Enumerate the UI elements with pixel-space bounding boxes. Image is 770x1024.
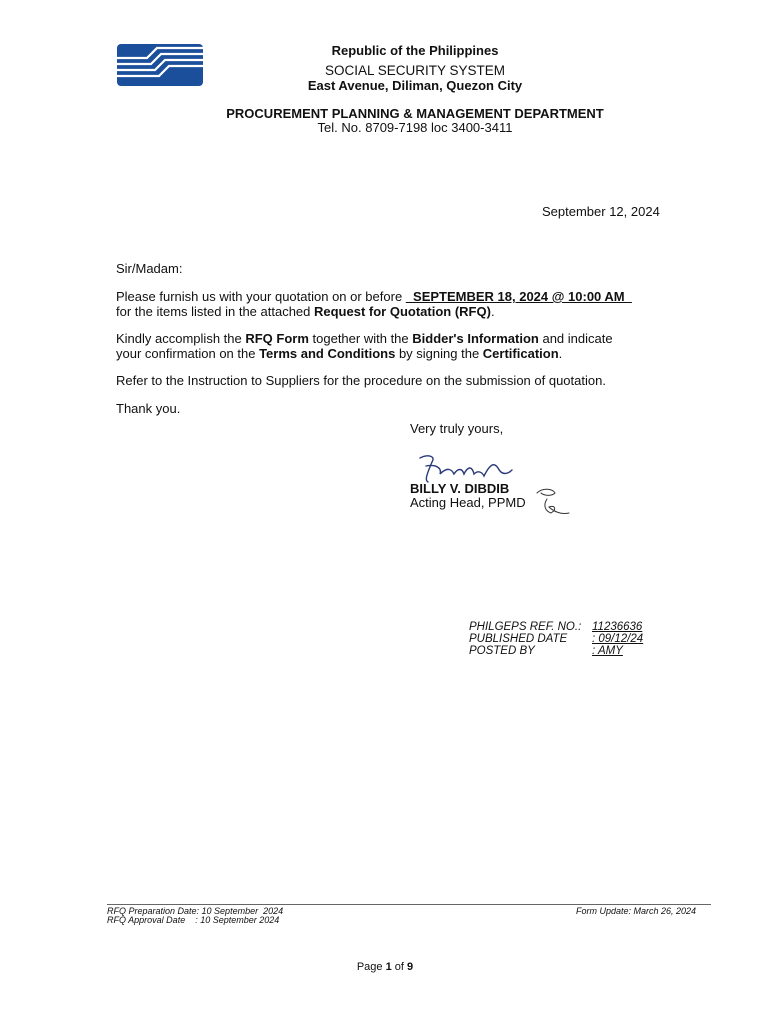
page-total: 9 [407,961,414,973]
header-address: East Avenue, Diliman, Quezon City [307,78,523,93]
ref-row-published [469,633,643,645]
deadline: SEPTEMBER 18, 2024 @ 10:00 AM [405,289,632,304]
para2-text3: and indicate [538,331,613,346]
initials-image [533,485,575,521]
thank-you: Thank you. [116,401,181,416]
ref-row-philgeps [469,621,643,633]
rfq-approval-date: RFQ Approval Date : 10 September 2024 [107,915,280,925]
para1-text2: for the items listed in the attached [116,304,314,319]
signatory-name: BILLY V. DIBDIB [410,481,510,496]
page-current: 1 [385,961,392,973]
rfq-form-ref: RFQ Form [245,331,309,346]
header-department: PROCUREMENT PLANNING & MANAGEMENT DEPARTMENT [226,106,604,121]
para1-period: . [490,304,495,319]
para2-text5: by signing the [395,346,483,361]
letter-date: September 12, 2024 [542,204,660,219]
bidder-info-ref: Bidder's Information [412,331,539,346]
page-of: of [391,961,408,973]
salutation: Sir/Madam: [116,261,183,276]
closing: Very truly yours, [410,421,504,436]
page-prefix: Page [356,961,386,973]
paragraph-deadline [116,289,726,319]
header-telephone: Tel. No. 8709-7198 loc 3400-3411 [317,120,513,135]
header-agency: SOCIAL SECURITY SYSTEM [324,63,506,78]
para2-period: . [558,346,563,361]
reference-table [469,621,643,657]
footer-divider [107,904,711,905]
paragraph-refer: Refer to the Instruction to Suppliers for the procedure on the submission of quotation. [116,373,606,388]
ref-label: PUBLISHED DATE [469,633,568,645]
signatory-title: Acting Head, PPMD [410,495,526,510]
para2-text2: together with the [308,331,413,346]
ref-value: 11236636 [592,621,643,633]
ref-value: : 09/12/24 [592,633,644,645]
form-update: Form Update: March 26, 2024 [576,906,697,916]
rfq-reference: Request for Quotation (RFQ) [314,304,491,319]
ref-label: POSTED BY [469,645,535,657]
ref-row-posted [469,645,643,657]
ref-value: : AMY [592,645,623,657]
paragraph-instructions [116,331,716,361]
header-republic: Republic of the Philippines [331,43,499,58]
terms-ref: Terms and Conditions [259,346,396,361]
rfq-prep-date: RFQ Preparation Date: 10 September 2024 [107,906,284,916]
para1-text: Please furnish us with your quotation on or before [116,289,406,304]
certification-ref: Certification [482,346,559,361]
ref-label: PHILGEPS REF. NO.: [469,621,582,633]
page-number [0,961,770,973]
para2-text4: your confirmation on the [116,346,260,361]
para2-text: Kindly accomplish the [116,331,246,346]
